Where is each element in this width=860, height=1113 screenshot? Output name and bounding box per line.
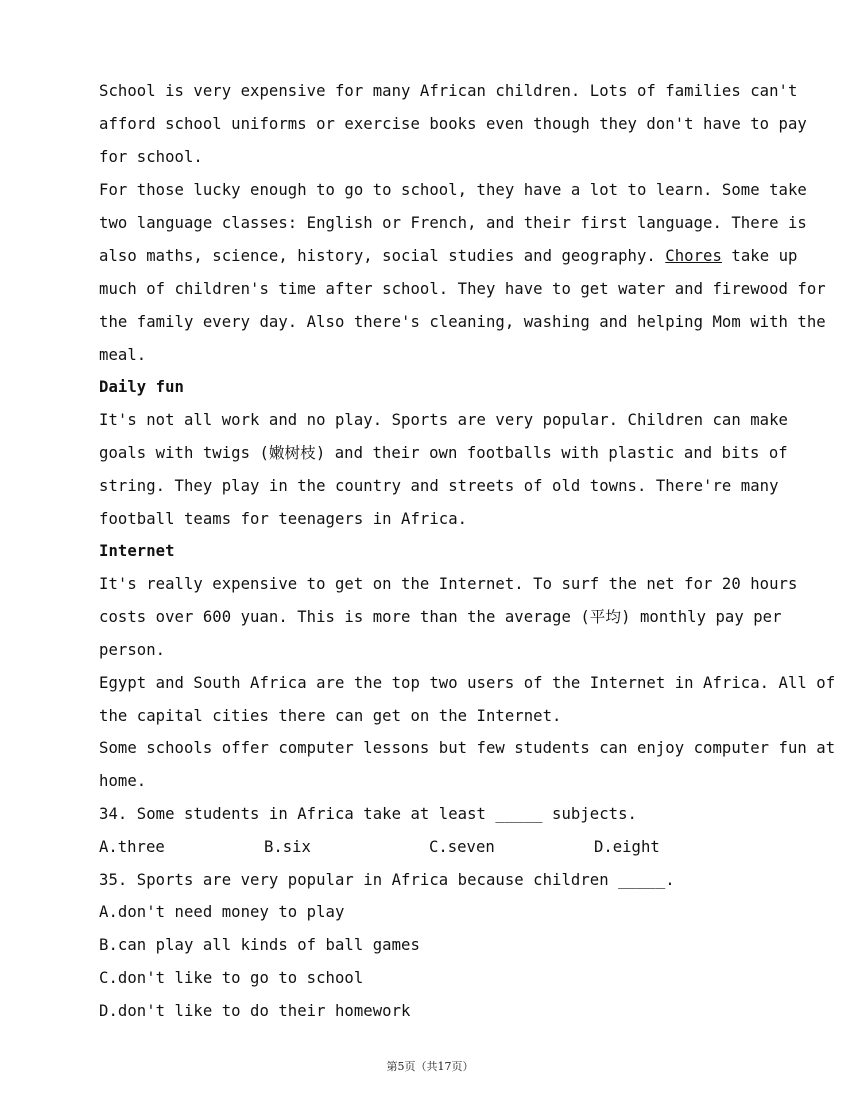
paragraph-line: School is very expensive for many African children. Lots of families can't [99, 82, 798, 100]
section-heading-daily-fun: Daily fun [99, 378, 184, 396]
paragraph-line: Some schools offer computer lessons but few students can enjoy computer fun at [99, 739, 836, 757]
paragraph-line: costs over 600 yuan. This is more than the average (平均) monthly pay per [99, 608, 782, 626]
paragraph-line: meal. [99, 346, 147, 364]
q35-option-a: A.don't need money to play [99, 903, 345, 921]
underlined-word-chores: Chores [665, 247, 722, 265]
q35-option-c: C.don't like to go to school [99, 969, 364, 987]
paragraph-line: for school. [99, 148, 203, 166]
q35-option-b: B.can play all kinds of ball games [99, 936, 420, 954]
paragraph-line: two language classes: English or French, and their first language. There is [99, 214, 807, 232]
paragraph-line: the capital cities there can get on the Internet. [99, 707, 562, 725]
q34-option-b: B.six [264, 838, 311, 856]
paragraph-line: goals with twigs (嫩树枝) and their own footballs with plastic and bits of [99, 444, 788, 462]
paragraph-line: string. They play in the country and streets of old towns. There're many [99, 477, 779, 495]
line-text: take up [721, 247, 798, 265]
paragraph-line: person. [99, 641, 166, 659]
paragraph-line: It's really expensive to get on the Internet. To surf the net for 20 hours [99, 575, 798, 593]
paragraph-line: For those lucky enough to go to school, they have a lot to learn. Some take [99, 181, 807, 199]
paragraph-line: home. [99, 772, 147, 790]
paragraph-line: much of children's time after school. They have to get water and firewood for [99, 280, 826, 298]
q34-option-d: D.eight [594, 838, 660, 856]
q35-option-d: D.don't like to do their homework [99, 1002, 411, 1020]
paragraph-line: afford school uniforms or exercise books even though they don't have to pay [99, 115, 807, 133]
paragraph-line: It's not all work and no play. Sports are very popular. Children can make [99, 411, 788, 429]
section-heading-internet: Internet [99, 542, 175, 560]
paragraph-line: the family every day. Also there's cleaning, washing and helping Mom with the [99, 313, 826, 331]
line-text: also maths, science, history, social studies and geography. [99, 247, 666, 265]
q34-option-c: C.seven [429, 838, 495, 856]
question-35: 35. Sports are very popular in Africa because children _____. [99, 871, 675, 889]
question-34: 34. Some students in Africa take at least _____ subjects. [99, 805, 637, 823]
paragraph-line: football teams for teenagers in Africa. [99, 510, 468, 528]
paragraph-line: Egypt and South Africa are the top two users of the Internet in Africa. All of [99, 674, 836, 692]
paragraph-line [99, 246, 797, 266]
page-footer: 第5页（共17页） [386, 1060, 474, 1073]
q34-option-a: A.three [99, 838, 165, 856]
